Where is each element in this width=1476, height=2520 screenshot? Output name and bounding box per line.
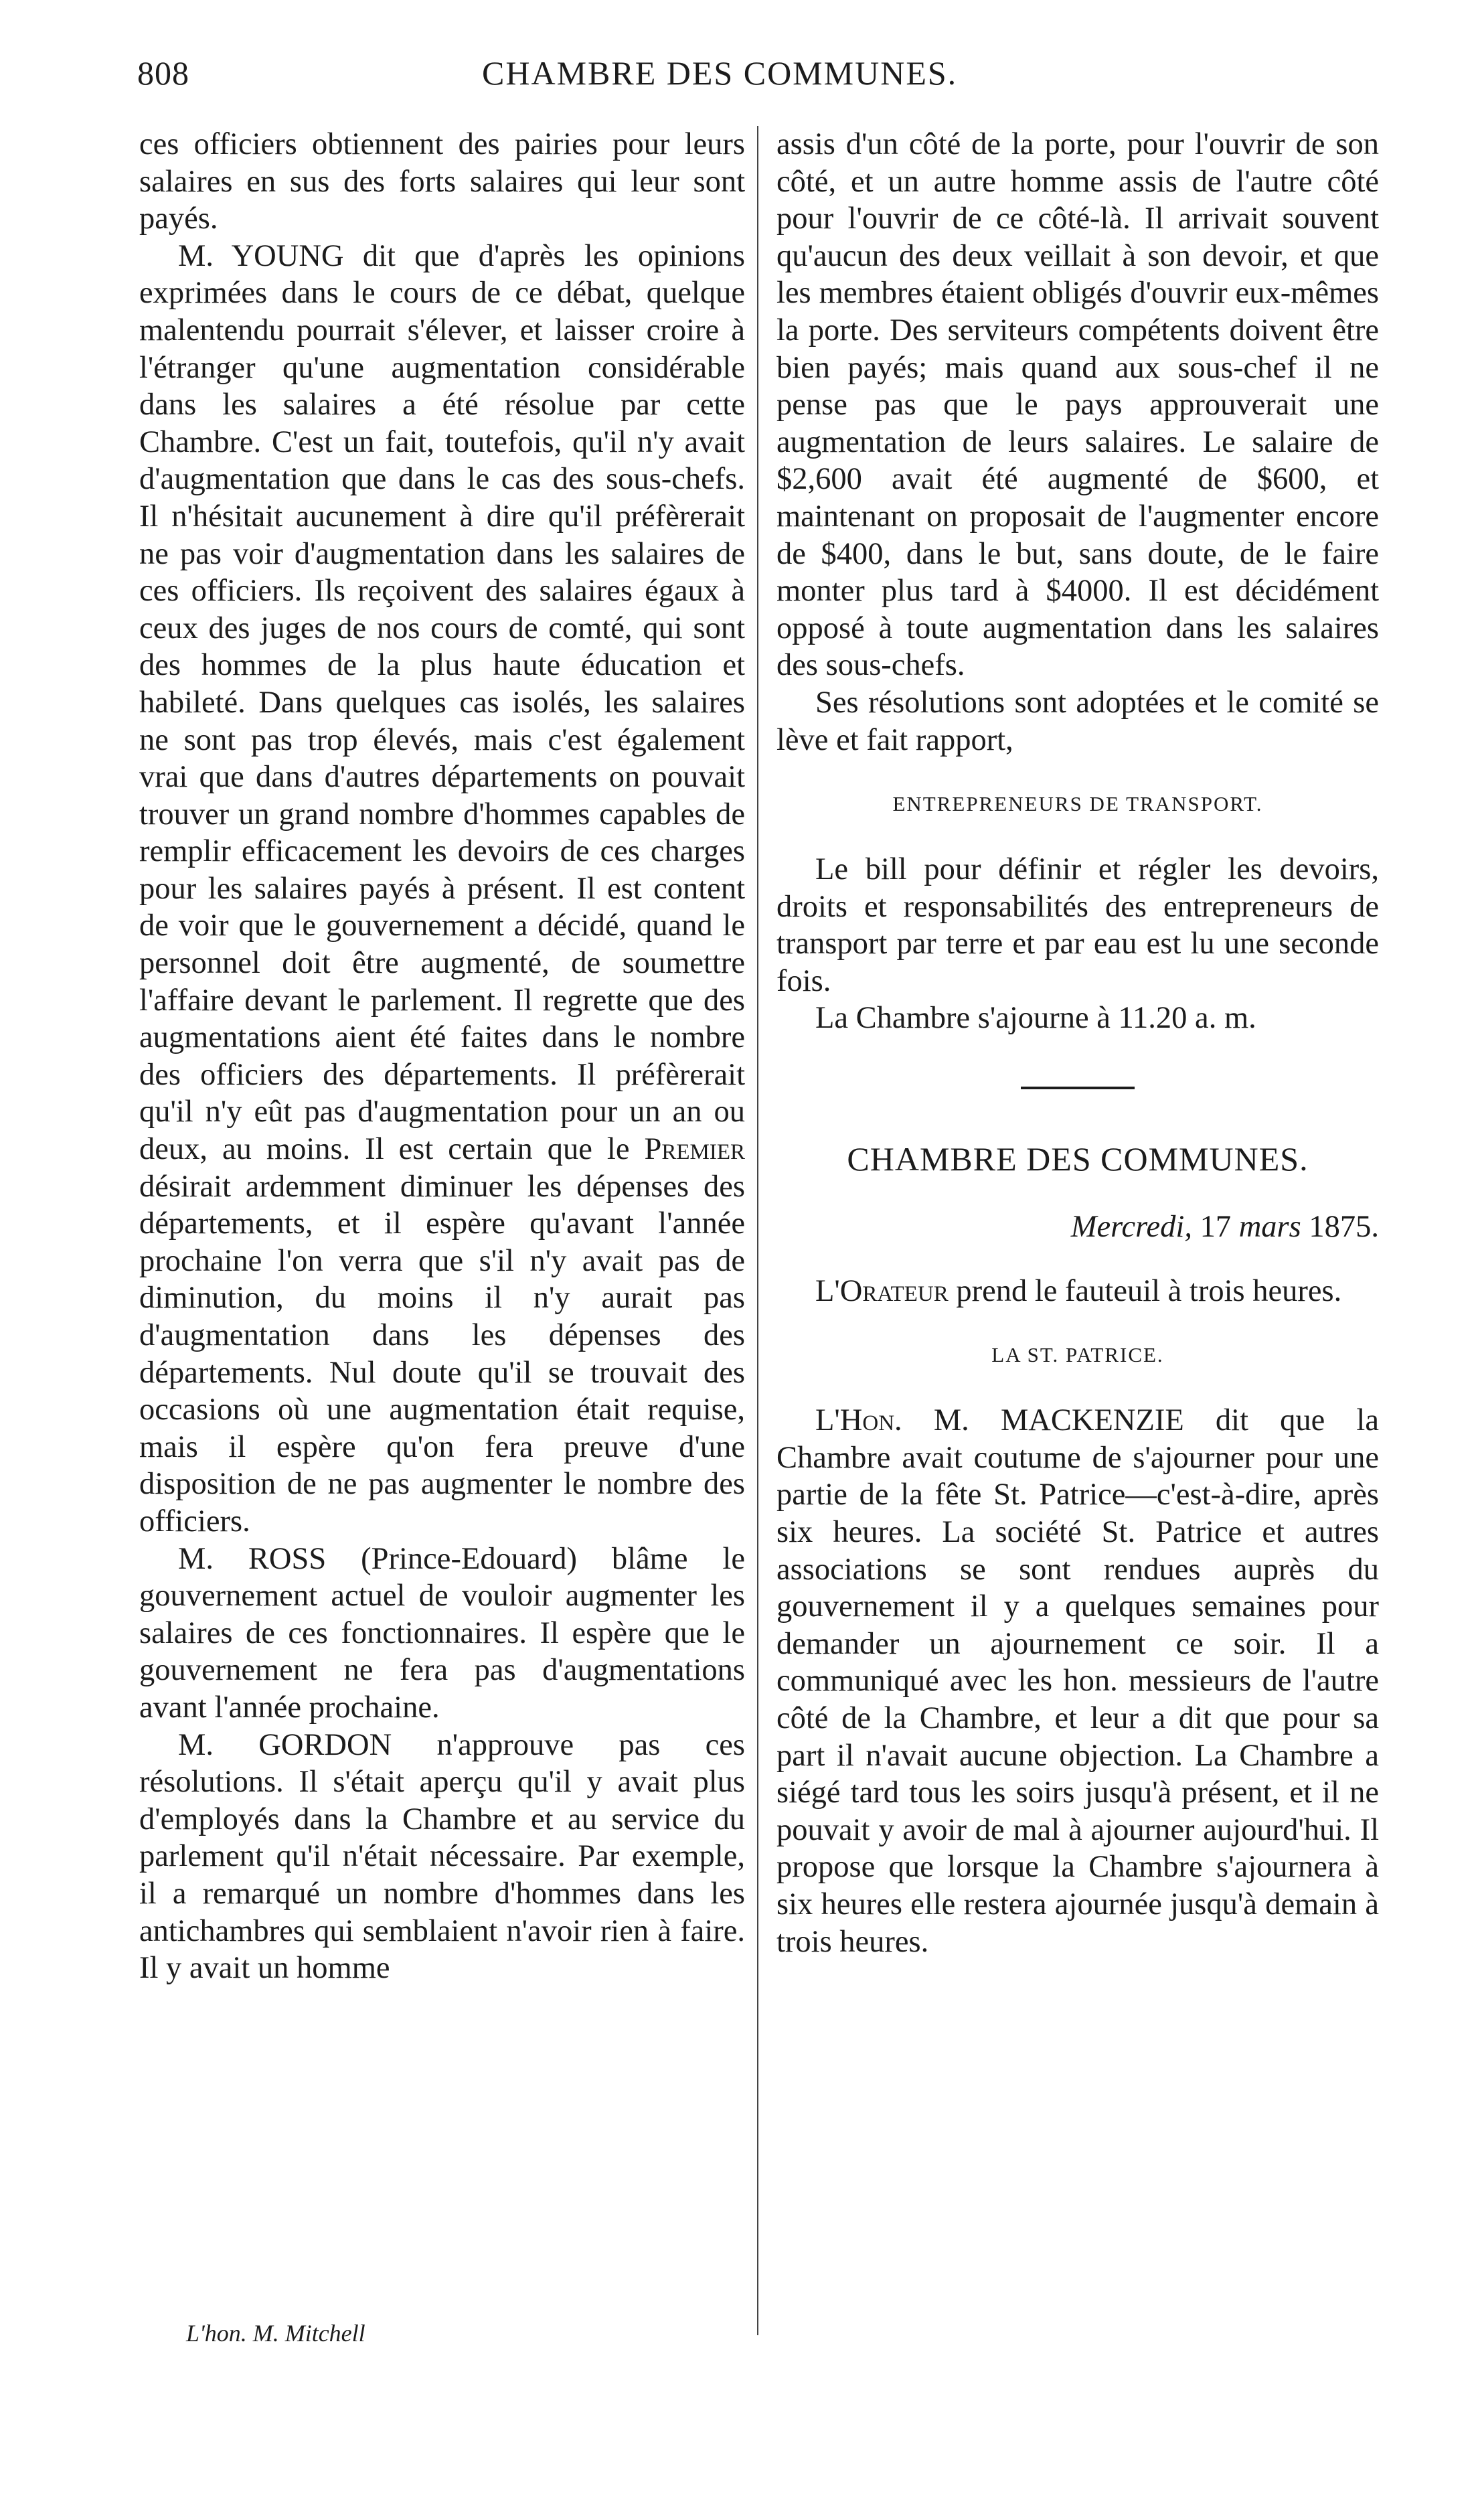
section-heading: ENTREPRENEURS DE TRANSPORT.	[892, 792, 1263, 816]
paragraph-text: prend le fauteuil à trois heures.	[948, 1273, 1342, 1308]
paragraph-text: désirait ardemment diminuer les dépenses des départements, et il espère qu'avant l'année prochaine l'on verra que s'il n'y avait pas de diminution, du moins il n'y aurait pas d'augmentation dans les dépenses des départements. Nul doute qu'il se trouvait des occasions où une augmentation était requise, mais il espère qu'on fera preuve d'une disposition de ne pas augmenter le nombre des officiers.	[139, 1169, 745, 1539]
premier-smallcaps: Premier	[644, 1132, 745, 1167]
page-number: 808	[137, 54, 189, 92]
footer-note: L'hon. M. Mitchell	[186, 2320, 365, 2347]
running-head: CHAMBRE DES COMMUNES.	[482, 54, 958, 92]
orateur-smallcaps: L'Orateur	[815, 1273, 949, 1308]
column-divider	[757, 126, 758, 2335]
paragraph-text: M. MACKENZIE dit que la Chambre avait coutume de s'ajourner pour une partie de la fête St. Patrice—c'est-à-dire, après six heures. La société St. Patrice et autres associations se sont rendues auprès du gouvernement il y a quelques semaines pour demander un ajournement ce soir. Il a communiqué avec les hon. messieurs de l'autre côté de la Chambre, et leur a dit que pour sa part il n'avait aucune objection. La Chambre a siégé tard tous les soirs jusqu'à présent, et il ne pouvait y avoir de mal à ajourner aujourd'hui. Il propose que lorsque la Chambre s'ajournera à six heures elle restera ajournée jusqu'à demain à trois heures.	[776, 1403, 1379, 1959]
paragraph-mackenzie	[776, 1402, 1379, 1960]
paragraph-ross: M. ROSS (Prince-Edouard) blâme le gouvernement actuel de vouloir augmenter les salaires de ces fonctionnaires. Il espère que le gouvernement ne fera pas d'augmentations avant l'année prochaine.	[139, 1541, 745, 1725]
left-column	[139, 126, 745, 1987]
paragraph-young	[139, 238, 745, 1541]
date-num: 17	[1192, 1210, 1239, 1245]
chamber-heading: CHAMBRE DES COMMUNES.	[847, 1140, 1309, 1178]
paragraph: ces officiers obtiennent des pairies pour leurs salaires en sus des forts salaires qui leur sont payés.	[139, 127, 745, 236]
paragraph-orateur	[776, 1273, 1379, 1310]
paragraph-gordon: M. GORDON n'approuve pas ces résolutions. Il s'était aperçu qu'il y avait plus d'employés dans la Chambre et au service du parlement qu'il n'était nécessaire. Par exemple, il a remarqué un nombre d'hommes dans les antichambres qui semblaient n'avoir rien à faire. Il y avait un homme	[139, 1727, 745, 1986]
date-day: Mercredi,	[1070, 1210, 1192, 1245]
date-year: 1875.	[1301, 1210, 1379, 1245]
paragraph-text: M. YOUNG dit que d'après les opinions exprimées dans le cours de ce débat, quelque malentendu pourrait s'élever, et laisser croire à l'étranger qu'une augmentation considérable dans les salaires a été résolue par cette Chambre. C'est un fait, toutefois, qu'il n'y avait d'augmentation que dans le cas des sous-chefs. Il n'hésitait aucunement à dire qu'il préfèrerait ne pas voir d'augmentation dans les salaires de ces officiers. Ils reçoivent des salaires égaux à ceux des juges de nos cours de comté, qui sont des hommes de la plus haute éducation et habileté. Dans quelques cas isolés, les salaires ne sont pas trop élevés, mais c'est également vrai que dans d'autres départements on pouvait trouver un grand nombre d'hommes capables de remplir efficacement les devoirs de ces charges pour les salaires payés à présent. Il est content de voir que le gouvernement a décidé, quand le personnel doit être augmenté, de soumettre l'affaire devant le parlement. Il regrette que des augmentations aient été faites dans le nombre des officiers des départements. Il préfèrerait qu'il n'y eût pas d'augmentation pour un an ou deux, au moins. Il est certain que le	[139, 238, 745, 1167]
right-column	[776, 126, 1379, 1960]
date-month: mars	[1238, 1210, 1301, 1245]
paragraph: La Chambre s'ajourne à 11.20 a. m.	[815, 1001, 1256, 1036]
section-heading: LA ST. PATRICE.	[991, 1343, 1164, 1367]
section-rule	[1021, 1087, 1135, 1089]
dateline	[776, 1208, 1379, 1246]
paragraph: Ses résolutions sont adoptées et le comité se lève et fait rapport,	[776, 685, 1379, 757]
paragraph: assis d'un côté de la porte, pour l'ouvrir de son côté, et un autre homme assis de l'autre côté pour l'ouvrir de ce côté-là. Il arrivait souvent qu'aucun des deux veillait à son devoir, et que les membres étaient obligés d'ouvrir eux-mêmes la porte. Des serviteurs compétents doivent être bien payés; mais quand aux sous-chef il ne pense pas que le pays approuverait une augmentation de leurs salaires. Le salaire de $2,600 avait été augmenté de $600, et maintenant on proposait de l'augmenter encore de $400, dans le but, sans doute, de le faire monter plus tard à $4000. Il est décidément opposé à toute augmentation dans les salaires des sous-chefs.	[776, 127, 1379, 683]
paragraph: Le bill pour définir et régler les devoirs, droits et responsabilités des entrepreneurs de transport par terre et par eau est lu une seconde fois.	[776, 852, 1379, 998]
hon-smallcaps: L'Hon.	[815, 1403, 902, 1438]
